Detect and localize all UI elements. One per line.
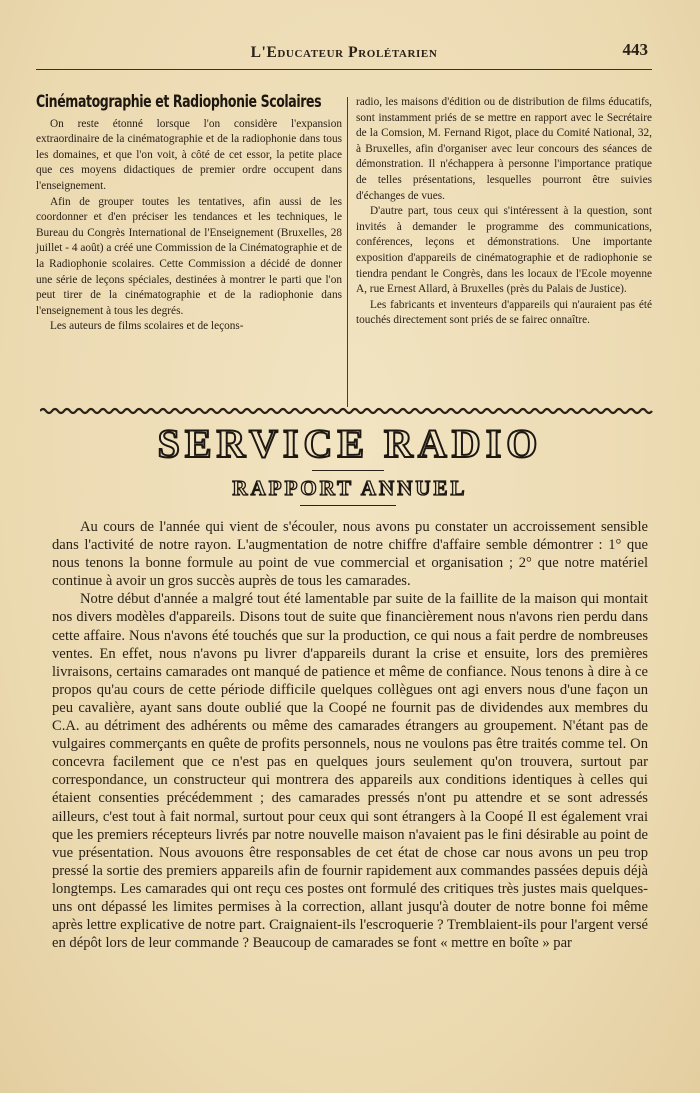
left-column — [36, 92, 342, 335]
article-subtitle: RAPPORT ANNUEL — [232, 476, 468, 500]
ornamental-wavy-rule — [40, 406, 654, 416]
right-paragraph: radio, les maisons d'édition ou de distribution de films éducatifs, sont instamment priés de se mettre en rapport avec le Secrétaire de la Comsion, M. Fernand Rigot, place du Comité National, 32, à Bruxelles, afin d'organiser avec leur concours des séances de démonstration. Il n'échappera à personne l'importance pratique de telles présentations, lesquelles pourront être suivies d'échanges de vues. — [356, 96, 652, 202]
right-paragraph: D'autre part, tous ceux qui s'intéressent à la question, sont invités à demander le programme des communications, conférences, leçons et démonstrations. Une importante exposition d'appareils de cinématographie et de radiophonie se tiendra pendant le Congrès, dans les locaux de l'Ecole moyenne A, rue Ernest Allard, à Bruxelles (près du Palais de Justice). — [356, 205, 652, 296]
header-rule — [36, 69, 652, 70]
left-paragraph: On reste étonné lorsque l'on considère l'expansion extraordinaire de la cinématographie et de la radiophonie dans tous les domaines, et que l'on voit, à côté de cet essor, la petite place que ces moyens didactiques de premier ordre occupent dans l'enseignement. — [36, 117, 342, 192]
journal-title: L'Educateur Prolétarien — [250, 44, 438, 61]
section-heading: Cinématographie et Radiophonie Scolaires — [36, 92, 322, 112]
right-column — [356, 95, 652, 329]
title-rule — [312, 470, 384, 471]
article-body — [52, 518, 648, 952]
article-title: SERVICE RADIO — [157, 421, 543, 466]
running-head — [36, 40, 652, 66]
page-number: 443 — [622, 40, 648, 59]
subtitle-rule — [300, 505, 396, 506]
right-paragraph: Les fabricants et inventeurs d'appareils qui n'auraient pas été touchés directement sont priés de se fairec onnaître. — [356, 298, 652, 327]
column-divider — [347, 97, 348, 407]
left-paragraph: Afin de grouper toutes les tentatives, afin aussi de les coordonner et d'en préciser les tendances et les techniques, le Bureau du Congrès International de l'Enseignement (Bruxelles, 28 juillet - 4 août) a créé une Commission de la Cinématographie et de la Radiophonie scolaires. Cette Commission a décidé de donner une série de leçons spéciales, destinées à montrer le parti que l'on peut tirer de la cinématographie et de la radiophonie dans l'enseignement à tous les degrés. — [36, 195, 342, 317]
article-paragraph: Notre début d'année a malgré tout été lamentable par suite de la faillite de la maison qui montait nos divers modèles d'appareils. Disons tout de suite que financièrement nous n'avons rien perdu dans cette affaire. Nous n'avons été touchés que sur la production, ce qui nous a fait perdre de nombreuses ventes. En effet, nous n'avons pu livrer d'appareils durant la crise et ensuite, lors des premières livraisons, certains camarades ont manqué de patience et même de confiance. Nous tenons à dire à ce propos qu'au cours de cette période difficile quelques collègues ont agi envers nous d'une façon un peu cavalière, ayant sans doute oublié que la Coopé ne fournit pas de dividendes aux membres du C.A. au détriment des adhérents ou même des camarades étrangers au groupement. N'étant pas de vulgaires commerçants en quête de profits personnels, nous ne voulons pas être traités comme tel. On concevra facilement que ce n'est pas en quelques jours seulement qu'on trouvera, surtout par correspondance, un constructeur qui montrera des appareils aux conditions identiques à celles qui étaient consenties précédemment ; des camarades pressés n'ont pu attendre et se sont adressés ailleurs, c'est tout à fait normal, surtout pour ceux qui sont étrangers à la Coopé Il est également vrai que les premiers récepteurs livrés par notre nouvelle maison n'avaient pas le fini désirable au point de vue présentation. Nous avouons être responsables de cet état de chose car nous avons un peu trop pressé la sortie des premiers appareils afin de fournir rapidement aux commandes passées depuis déjà longtemps. Les camarades qui ont reçu ces postes ont formulé des critiques très justes mais quelques-uns ont dépassé les limites permises à la correction, allant jusqu'à douter de notre bonne foi même après lettre explicative de notre part. Craignaient-ils l'escroquerie ? Tremblaient-ils pour l'argent versé en dépôt lors de leur commande ? Beaucoup de camarades se font « mettre en boîte » par — [52, 591, 648, 952]
article-paragraph: Au cours de l'année qui vient de s'écouler, nous avons pu constater un accroissement sensible dans l'activité de notre rayon. L'augmentation de notre chiffre d'affaire semble démontrer : 1° que nous tenons la bonne formule au point de vue commercial et organisation ; 2° que notre matériel continue à avoir un gros succès auprès de tous les camarades. — [52, 519, 648, 590]
left-paragraph: Les auteurs de films scolaires et de leçons- — [50, 320, 244, 333]
